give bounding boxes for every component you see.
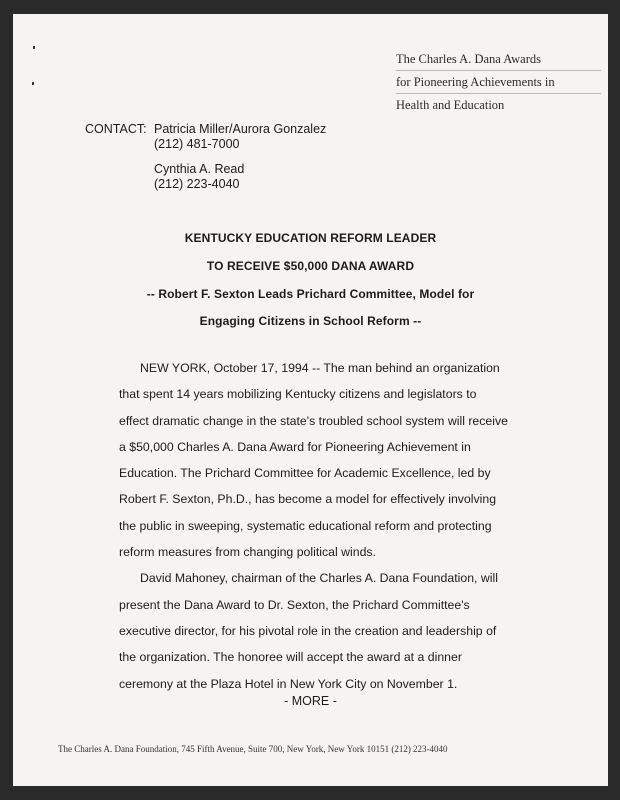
scan-speck [32,82,34,85]
letterhead-line: The Charles A. Dana Awards [396,48,601,71]
contact-phone: (212) 481-7000 [154,137,240,151]
contact-name: Cynthia A. Read [154,162,245,176]
headline-line-2: TO RECEIVE $50,000 DANA AWARD [206,259,415,273]
letterhead-line: Health and Education [396,98,505,112]
body-text [119,355,509,697]
document-page [13,14,608,786]
contact-phone: (212) 223-4040 [154,177,240,191]
contact-primary [154,122,394,152]
subheadline-line-1: -- Robert F. Sexton Leads Prichard Committee, Model for [146,287,475,301]
subheadline-line-2: Engaging Citizens in School Reform -- [199,314,422,328]
headline-line-1: KENTUCKY EDUCATION REFORM LEADER [184,231,437,245]
letterhead-line: for Pioneering Achievements in [396,71,601,94]
contact-label: CONTACT: [85,122,147,136]
more-indicator: - MORE - [284,694,337,708]
letterhead [396,48,601,116]
paragraph: NEW YORK, October 17, 1994 -- The man behind an organization that spent 14 years mobilizing Kentucky citizens and legislators to effect dramatic change in the state's troubled school system will receive a $50,000 Charles A. Dana Award for Pioneering Achievement in Education. The Prichard Committee for Academic Excellence, led by Robert F. Sexton, Ph.D., has become a model for effectively involving the public in sweeping, systematic educational reform and protecting reform measures from changing political winds. [119,361,508,560]
footer-address: The Charles A. Dana Foundation, 745 Fifth Avenue, Suite 700, New York, New York 10151 (212) 223-4040 [58,744,448,754]
scan-speck [33,46,35,49]
contact-names: Patricia Miller/Aurora Gonzalez [154,122,327,136]
contact-secondary [154,162,394,192]
paragraph: David Mahoney, chairman of the Charles A. Dana Foundation, will present the Dana Award to Dr. Sexton, the Prichard Committee's executive director, for his pivotal role in the creation and leadership of the organization. The honoree will accept the award at a dinner ceremony at the Plaza Hotel in New York City on November 1. [119,571,498,691]
